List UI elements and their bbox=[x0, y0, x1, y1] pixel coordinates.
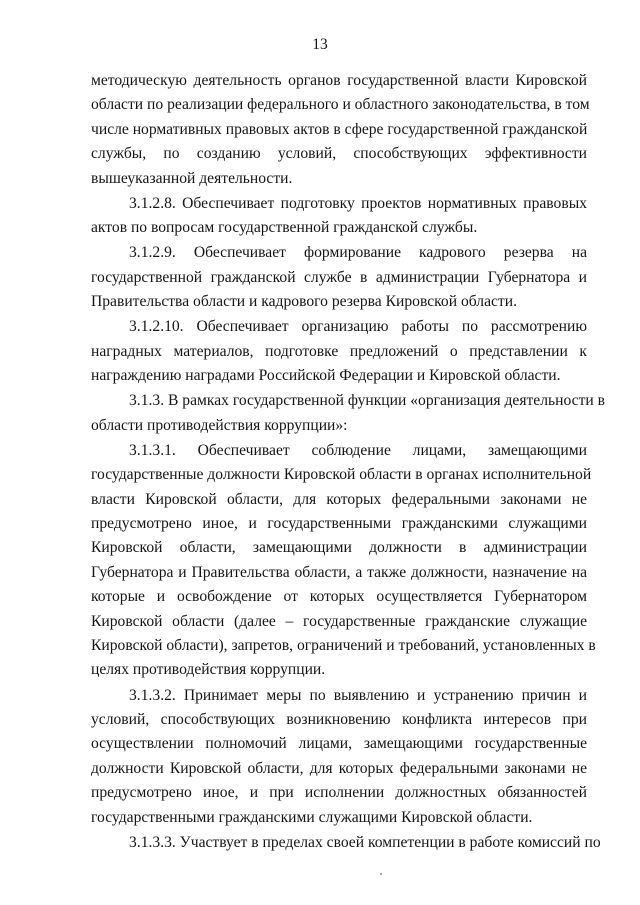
text-line: осуществлении полномочий лицами, замещающими государственные bbox=[91, 735, 587, 753]
text-line: Кировской области), запретов, ограничений и требований, установленных в bbox=[91, 636, 596, 654]
text-line: области противодействия коррупции»: bbox=[91, 416, 348, 434]
page-number: 13 bbox=[312, 36, 328, 53]
text-line: государственные должности Кировской области в органах исполнительной bbox=[91, 466, 592, 484]
scan-speck bbox=[380, 873, 382, 875]
paragraph bbox=[91, 684, 587, 830]
text-line: предусмотрено иное, и при исполнении должностных обязанностей bbox=[91, 784, 587, 802]
document-body bbox=[91, 69, 605, 856]
text-line: 3.1.3.1. Обеспечивает соблюдение лицами, замещающими bbox=[129, 441, 587, 459]
text-line: Правительства области и кадрового резерва Кировской области. bbox=[91, 293, 517, 311]
text-line: которые и освобождение от которых осуществляется Губернатором bbox=[91, 588, 587, 606]
text-line: государственной гражданской службе в администрации Губернатора и bbox=[91, 268, 587, 286]
text-line: 3.1.2.10. Обеспечивает организацию работы по рассмотрению bbox=[129, 318, 587, 336]
paragraph bbox=[91, 439, 596, 683]
text-line: 3.1.2.9. Обеспечивает формирование кадрового резерва на bbox=[129, 244, 587, 262]
text-line: власти Кировской области, для которых федеральными законами не bbox=[91, 490, 587, 508]
text-line: службы, по созданию условий, способствующих эффективности bbox=[91, 145, 587, 163]
text-line: вышеуказанной деятельности. bbox=[91, 169, 293, 187]
text-line: наградных материалов, подготовке предложений о представлении к bbox=[91, 342, 587, 360]
text-line: 3.1.3. В рамках государственной функции «организация деятельности в bbox=[129, 392, 605, 410]
text-line: условий, способствующих возникновению конфликта интересов при bbox=[91, 710, 587, 728]
text-line: 3.1.3.2. Принимает меры по выявлению и устранению причин и bbox=[129, 686, 587, 704]
paragraph bbox=[91, 315, 587, 388]
text-line: Кировской области (далее – государственные гражданские служащие bbox=[91, 612, 587, 630]
text-line: Губернатора и Правительства области, а также должности, назначение на bbox=[91, 563, 587, 581]
text-line: 3.1.3.3. Участвует в пределах своей компетенции в работе комиссий по bbox=[129, 833, 601, 851]
paragraph bbox=[91, 69, 590, 191]
text-line: актов по вопросам государственной гражданской службы. bbox=[91, 219, 478, 237]
text-line: государственными гражданскими служащими Кировской области. bbox=[91, 808, 533, 826]
paragraph bbox=[91, 241, 587, 314]
text-line: Кировской области, замещающими должности в администрации bbox=[91, 539, 587, 557]
text-line: области по реализации федерального и областного законодательства, в том bbox=[91, 96, 590, 114]
paragraph bbox=[91, 192, 587, 241]
text-line: награждению наградами Российской Федерации и Кировской области. bbox=[91, 367, 561, 385]
paragraph bbox=[91, 831, 601, 855]
text-line: методическую деятельность органов государственной власти Кировской bbox=[91, 72, 587, 89]
text-line: должности Кировской области, для которых федеральными законами не bbox=[91, 759, 587, 777]
text-line: 3.1.2.8. Обеспечивает подготовку проектов нормативных правовых bbox=[129, 194, 587, 212]
paragraph bbox=[91, 389, 605, 438]
text-line: целях противодействия коррупции. bbox=[91, 661, 326, 679]
text-line: предусмотрено иное, и государственными гражданскими служащими bbox=[91, 515, 587, 533]
text-line: числе нормативных правовых актов в сфере государственной гражданской bbox=[91, 120, 588, 138]
